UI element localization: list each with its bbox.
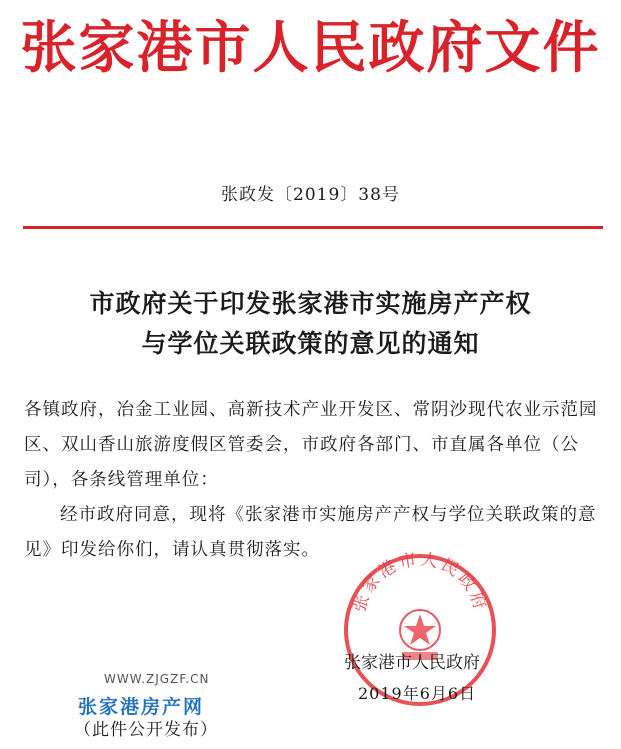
- document-title-line-2: 与学位关联政策的意见的通知: [141, 329, 480, 358]
- signing-organization: 张家港市人民政府: [344, 653, 480, 673]
- watermark-brand: 张家港房产网: [78, 696, 205, 718]
- signing-date: 2019年6月6日: [358, 684, 477, 703]
- document-header: 张家港市人民政府文件: [20, 16, 601, 81]
- recipients-paragraph: 各镇政府，冶金工业园、高新技术产业开发区、常阴沙现代农业示范园区、双山香山旅游度假区管委会，市政府各部门、市直属各单位（公司），各条线管理单位：: [24, 400, 598, 490]
- publish-note: （此件公开发布）: [74, 720, 218, 740]
- document-title-line-1: 市政府关于印发张家港市实施房产产权: [89, 289, 532, 318]
- svg-text:张家港市人民政府: [349, 550, 490, 615]
- watermark-url: WWW.ZJGZF.CN: [104, 672, 210, 686]
- document-number: 张政发〔2019〕38号: [221, 185, 400, 205]
- body-paragraph: 经市政府同意，现将《张家港市实施房产产权与学位关联政策的意见》印发给你们，请认真贯彻落实。: [24, 505, 597, 560]
- header-divider: [23, 226, 603, 229]
- seal-text: 张家港市人民政府: [349, 550, 491, 615]
